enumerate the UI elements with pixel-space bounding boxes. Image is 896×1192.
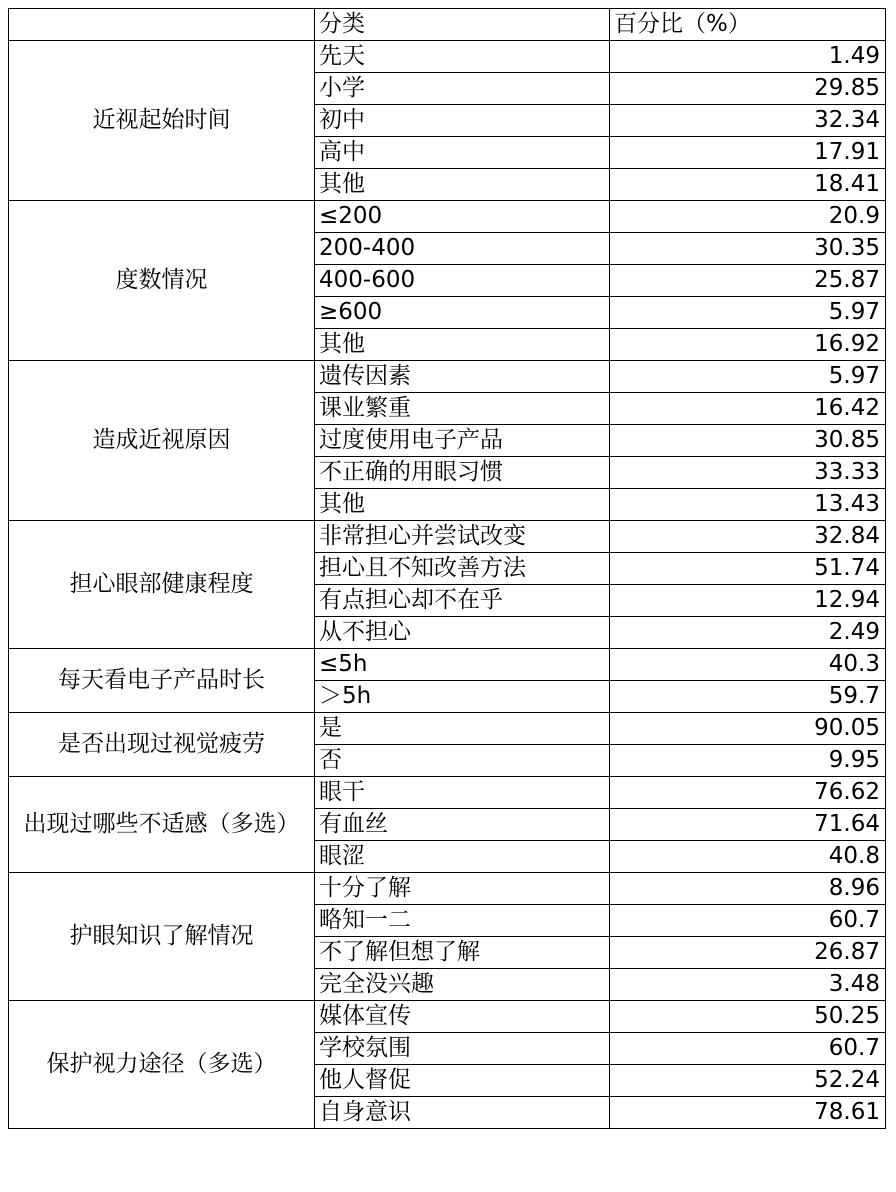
group-label: 造成近视原因 xyxy=(9,361,315,521)
survey-table xyxy=(8,8,886,1129)
category-cell: 其他 xyxy=(315,489,610,521)
category-cell: 从不担心 xyxy=(315,617,610,649)
percent-cell: 16.92 xyxy=(610,329,886,361)
percent-cell: 40.3 xyxy=(610,649,886,681)
percent-cell: 8.96 xyxy=(610,873,886,905)
category-cell: 有血丝 xyxy=(315,809,610,841)
category-cell: ≤5h xyxy=(315,649,610,681)
percent-cell: 78.61 xyxy=(610,1097,886,1129)
category-cell: 遗传因素 xyxy=(315,361,610,393)
percent-cell: 16.42 xyxy=(610,393,886,425)
header-cell-empty xyxy=(9,9,315,41)
category-cell: 小学 xyxy=(315,73,610,105)
category-cell: 不了解但想了解 xyxy=(315,937,610,969)
category-cell: 完全没兴趣 xyxy=(315,969,610,1001)
percent-cell: 26.87 xyxy=(610,937,886,969)
percent-cell: 17.91 xyxy=(610,137,886,169)
percent-cell: 60.7 xyxy=(610,905,886,937)
category-cell: 初中 xyxy=(315,105,610,137)
percent-cell: 90.05 xyxy=(610,713,886,745)
header-row xyxy=(9,9,886,41)
percent-cell: 71.64 xyxy=(610,809,886,841)
percent-cell: 5.97 xyxy=(610,297,886,329)
percent-cell: 18.41 xyxy=(610,169,886,201)
table-row xyxy=(9,873,886,905)
group-label: 每天看电子产品时长 xyxy=(9,649,315,713)
percent-cell: 60.7 xyxy=(610,1033,886,1065)
category-cell: ＞5h xyxy=(315,681,610,713)
percent-cell: 40.8 xyxy=(610,841,886,873)
group-label: 担心眼部健康程度 xyxy=(9,521,315,649)
percent-cell: 12.94 xyxy=(610,585,886,617)
category-cell: 先天 xyxy=(315,41,610,73)
category-cell: 眼涩 xyxy=(315,841,610,873)
percent-cell: 52.24 xyxy=(610,1065,886,1097)
table-row xyxy=(9,649,886,681)
category-cell: ≤200 xyxy=(315,201,610,233)
category-cell: 其他 xyxy=(315,169,610,201)
table-row xyxy=(9,1001,886,1033)
percent-cell: 2.49 xyxy=(610,617,886,649)
percent-cell: 20.9 xyxy=(610,201,886,233)
table-row xyxy=(9,201,886,233)
percent-cell: 30.35 xyxy=(610,233,886,265)
percent-cell: 50.25 xyxy=(610,1001,886,1033)
survey-table-body xyxy=(9,9,886,1129)
category-cell: 学校氛围 xyxy=(315,1033,610,1065)
table-row xyxy=(9,521,886,553)
header-category: 分类 xyxy=(315,9,610,41)
category-cell: 不正确的用眼习惯 xyxy=(315,457,610,489)
group-label: 近视起始时间 xyxy=(9,41,315,201)
category-cell: 是 xyxy=(315,713,610,745)
percent-cell: 29.85 xyxy=(610,73,886,105)
category-cell: ≥600 xyxy=(315,297,610,329)
percent-cell: 1.49 xyxy=(610,41,886,73)
category-cell: 高中 xyxy=(315,137,610,169)
table-row xyxy=(9,41,886,73)
category-cell: 非常担心并尝试改变 xyxy=(315,521,610,553)
group-label: 度数情况 xyxy=(9,201,315,361)
percent-cell: 9.95 xyxy=(610,745,886,777)
table-row xyxy=(9,777,886,809)
percent-cell: 51.74 xyxy=(610,553,886,585)
category-cell: 过度使用电子产品 xyxy=(315,425,610,457)
table-row xyxy=(9,713,886,745)
category-cell: 有点担心却不在乎 xyxy=(315,585,610,617)
category-cell: 媒体宣传 xyxy=(315,1001,610,1033)
category-cell: 其他 xyxy=(315,329,610,361)
percent-cell: 30.85 xyxy=(610,425,886,457)
percent-cell: 59.7 xyxy=(610,681,886,713)
category-cell: 眼干 xyxy=(315,777,610,809)
category-cell: 400-600 xyxy=(315,265,610,297)
percent-cell: 32.84 xyxy=(610,521,886,553)
group-label: 出现过哪些不适感（多选） xyxy=(9,777,315,873)
percent-cell: 32.34 xyxy=(610,105,886,137)
percent-cell: 76.62 xyxy=(610,777,886,809)
table-row xyxy=(9,361,886,393)
group-label: 保护视力途径（多选） xyxy=(9,1001,315,1129)
category-cell: 200-400 xyxy=(315,233,610,265)
percent-cell: 13.43 xyxy=(610,489,886,521)
category-cell: 担心且不知改善方法 xyxy=(315,553,610,585)
group-label: 是否出现过视觉疲劳 xyxy=(9,713,315,777)
category-cell: 课业繁重 xyxy=(315,393,610,425)
category-cell: 十分了解 xyxy=(315,873,610,905)
category-cell: 否 xyxy=(315,745,610,777)
percent-cell: 5.97 xyxy=(610,361,886,393)
category-cell: 略知一二 xyxy=(315,905,610,937)
percent-cell: 33.33 xyxy=(610,457,886,489)
header-percent: 百分比（%） xyxy=(610,9,886,41)
category-cell: 自身意识 xyxy=(315,1097,610,1129)
group-label: 护眼知识了解情况 xyxy=(9,873,315,1001)
percent-cell: 25.87 xyxy=(610,265,886,297)
percent-cell: 3.48 xyxy=(610,969,886,1001)
category-cell: 他人督促 xyxy=(315,1065,610,1097)
